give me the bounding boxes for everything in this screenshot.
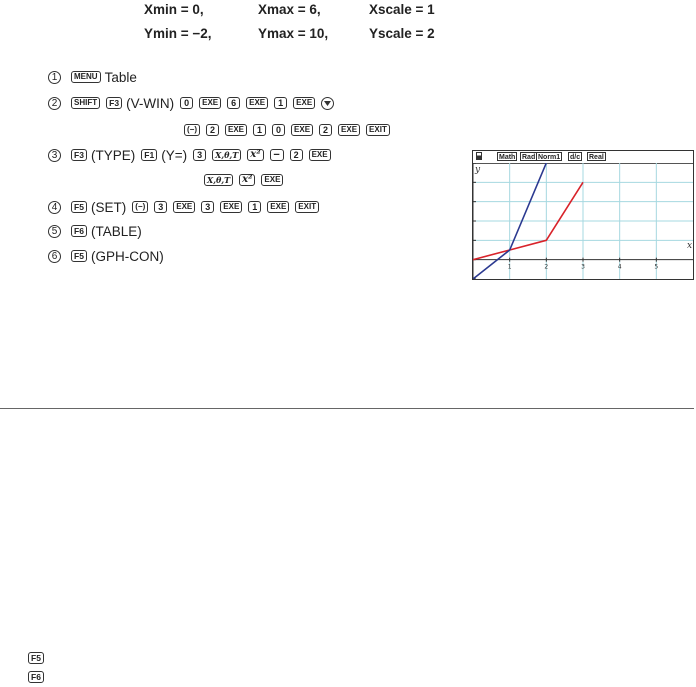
digit-key-icon: 2 (319, 124, 332, 136)
digit-key-icon: 1 (248, 201, 261, 213)
exit-key-icon: EXIT (295, 201, 319, 213)
digit-key-icon: 0 (180, 97, 193, 109)
digit-key-icon: 6 (227, 97, 240, 109)
f1-key-icon: F1 (141, 149, 157, 161)
battery-icon (476, 152, 482, 160)
shift-key-icon: SHIFT (71, 97, 100, 109)
y-axis-label: y (475, 165, 481, 175)
step-number: 3 (48, 149, 61, 162)
digit-key-icon: 2 (290, 149, 303, 161)
yscale-text: Yscale = 2 (369, 26, 435, 41)
f5-key-icon: F5 (71, 250, 87, 262)
x-squared-key-icon: x² (239, 174, 255, 186)
menu-key-icon: MENU (71, 71, 101, 83)
x-squared-key-icon: x² (247, 149, 263, 161)
step-number: 4 (48, 201, 61, 214)
step-3 (48, 146, 337, 164)
step-2-continued (184, 121, 396, 139)
ymax-text: Ymax = 10, (258, 26, 329, 41)
x-tick-label: 4 (617, 263, 622, 271)
x-tick-label: 5 (654, 263, 659, 271)
step-number: 6 (48, 250, 61, 263)
step-1 (48, 68, 143, 86)
digit-key-icon: 1 (274, 97, 287, 109)
digit-key-icon: 3 (193, 149, 206, 161)
step-number: 1 (48, 71, 61, 84)
xscale-text: Xscale = 1 (369, 2, 435, 17)
x-theta-t-key-icon: X,θ,T (204, 174, 233, 186)
f5-key-icon: F5 (28, 652, 44, 664)
exe-key-icon: EXE (338, 124, 360, 136)
step-5 (48, 222, 148, 240)
minus-key-icon: − (270, 149, 284, 161)
status-dc: d/c (570, 154, 581, 161)
calculator-screen (472, 150, 694, 280)
f6-key-icon: F6 (71, 225, 87, 237)
negative-key-icon: (−) (184, 124, 200, 136)
ymin-text: Ymin = −2, (144, 26, 212, 41)
step-4 (48, 198, 325, 216)
step-number: 5 (48, 225, 61, 238)
step-label: (TABLE) (91, 223, 142, 239)
exe-key-icon: EXE (267, 201, 289, 213)
digit-key-icon: 3 (154, 201, 167, 213)
step-label: (Y=) (161, 147, 188, 163)
exe-key-icon: EXE (220, 201, 242, 213)
f5-key-icon: F5 (71, 201, 87, 213)
step-text: Table (104, 69, 137, 85)
xmin-text: Xmin = 0, (144, 2, 204, 17)
negative-key-icon: (−) (132, 201, 148, 213)
f3-key-icon: F3 (71, 149, 87, 161)
x-tick-label: 1 (507, 263, 512, 271)
step-3-continued (204, 171, 289, 189)
exe-key-icon: EXE (261, 174, 283, 186)
xmax-text: Xmax = 6, (258, 2, 321, 17)
section-divider (0, 408, 694, 409)
digit-key-icon: 3 (201, 201, 214, 213)
f6-key-icon: F6 (28, 671, 44, 683)
exit-key-icon: EXIT (366, 124, 390, 136)
digit-key-icon: 1 (253, 124, 266, 136)
step-label: (TYPE) (91, 147, 136, 163)
exe-key-icon: EXE (291, 124, 313, 136)
status-math: Math (499, 154, 516, 161)
step-2 (48, 94, 334, 112)
f3-key-icon: F3 (106, 97, 122, 109)
exe-key-icon: EXE (309, 149, 331, 161)
digit-key-icon: 0 (272, 124, 285, 136)
graph-plot (473, 163, 693, 279)
x-axis-label: x (687, 241, 693, 251)
step-6 (48, 247, 170, 265)
status-rad: Rad (522, 154, 536, 161)
step-label: (V-WIN) (126, 95, 175, 111)
step-label: (SET) (91, 199, 127, 215)
exe-key-icon: EXE (246, 97, 268, 109)
digit-key-icon: 2 (206, 124, 219, 136)
x-theta-t-key-icon: X,θ,T (212, 149, 241, 161)
step-number: 2 (48, 97, 61, 110)
series-line-1 (473, 182, 583, 269)
x-tick-label: 2 (544, 263, 549, 271)
exe-key-icon: EXE (199, 97, 221, 109)
exe-key-icon: EXE (173, 201, 195, 213)
status-real: Real (589, 154, 604, 161)
exe-key-icon: EXE (225, 124, 247, 136)
step-label: (GPH-CON) (91, 248, 164, 264)
cursor-down-key-icon (321, 97, 334, 110)
status-norm: Norm1 (538, 154, 561, 161)
exe-key-icon: EXE (293, 97, 315, 109)
x-tick-label: 3 (581, 263, 585, 271)
